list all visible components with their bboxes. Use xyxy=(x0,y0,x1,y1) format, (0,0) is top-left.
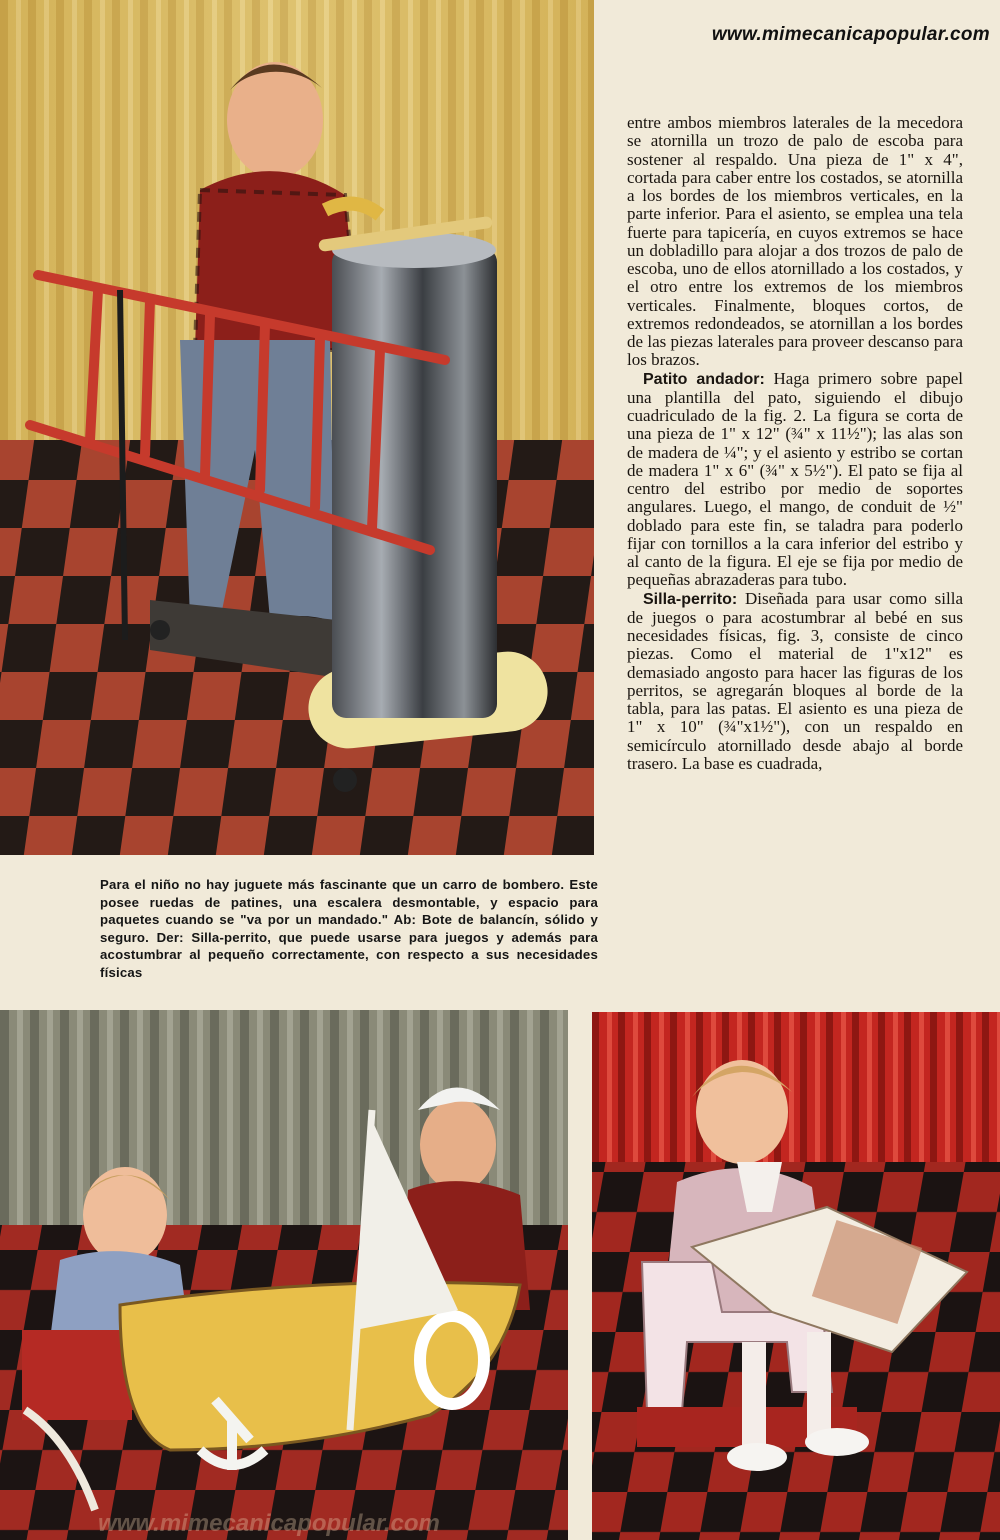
photo-rocking-boat xyxy=(0,1010,568,1540)
photo-firetruck xyxy=(0,0,594,855)
paragraph-duck xyxy=(627,370,963,590)
photo-dog-chair xyxy=(592,1012,1000,1540)
rocking-boat-illustration xyxy=(0,1010,568,1540)
footer-watermark: www.mimecanicapopular.com xyxy=(98,1510,440,1537)
site-url[interactable]: www.mimecanicapopular.com xyxy=(711,24,990,45)
paragraph-chair xyxy=(627,590,963,774)
dog-chair-illustration xyxy=(592,1012,1000,1540)
section-body-chair: Diseñada para usar como silla de juegos o para acostumbrar al bebé en sus necesidades físicas, fig. 3, consiste de cinco piezas. Como el material de 1"x12" es demasiado angosto para hacer las figuras de los perritos, se agregarán bloques al borde de la tabla, para las patas. El asiento es una pieza de 1" x 10" (¾"x1½"), con un respaldo en semicírculo atornillado desde abajo al borde trasero. La base es cuadrada, xyxy=(627,588,963,773)
firetruck-illustration xyxy=(0,0,594,855)
photo-caption: Para el niño no hay juguete más fascinante que un carro de bombero. Este posee ruedas de patines, una escalera desmontable, y espacio para paquetes cuando se "va por un mandado." Ab: Bote de balancín, sólido y seguro. Der: Silla-perrito, que puede usarse para juegos y además para acostumbrar al pequeño correctamente, con respecto a sus necesidades físicas xyxy=(100,877,598,980)
section-heading-duck: Patito andador: xyxy=(643,370,765,388)
article-body xyxy=(627,114,963,773)
section-heading-chair: Silla-perrito: xyxy=(643,590,738,608)
paragraph-intro: entre ambos miembros laterales de la mecedora se atornilla un trozo de palo de escoba para sostener al respaldo. Una pieza de 1" x 4", cortada para caber entre los costados, se atornilla a los bordes de los miembros verticales, en la parte inferior. Para el asiento, se emplea una tela fuerte para tapicería, en cuyos extremos se hace un dobladillo para alojar a dos trozos de palo de escoba, uno de ellos atornillado a los costados, y el otro entre los extremos de los miembros verticales. Finalmente, bloques cortos, de extremos redondeados, se atornillan a los bordes de las piezas laterales para proveer descanso para los brazos. xyxy=(627,113,963,370)
section-body-duck: Haga primero sobre papel una plantilla del pato, siguiendo el dibujo cuadriculado de la fig. 2. La figura se corta de una pieza de 1" x 12" (¾" x 11½"); las alas son de madera de ¼"; y el asiento y estribo se cortan de madera 1" x 6" (¾" x 5½"). El pato se fija al centro del estribo por medio de soportes angulares. Luego, el mango, de conduit de ½" doblado para este fin, se taladra para poderlo fijar con tornillos a la cara inferior del estribo y al canto de la figura. El eje se fija por medio de pequeñas abrazaderas para tubo. xyxy=(627,368,963,590)
